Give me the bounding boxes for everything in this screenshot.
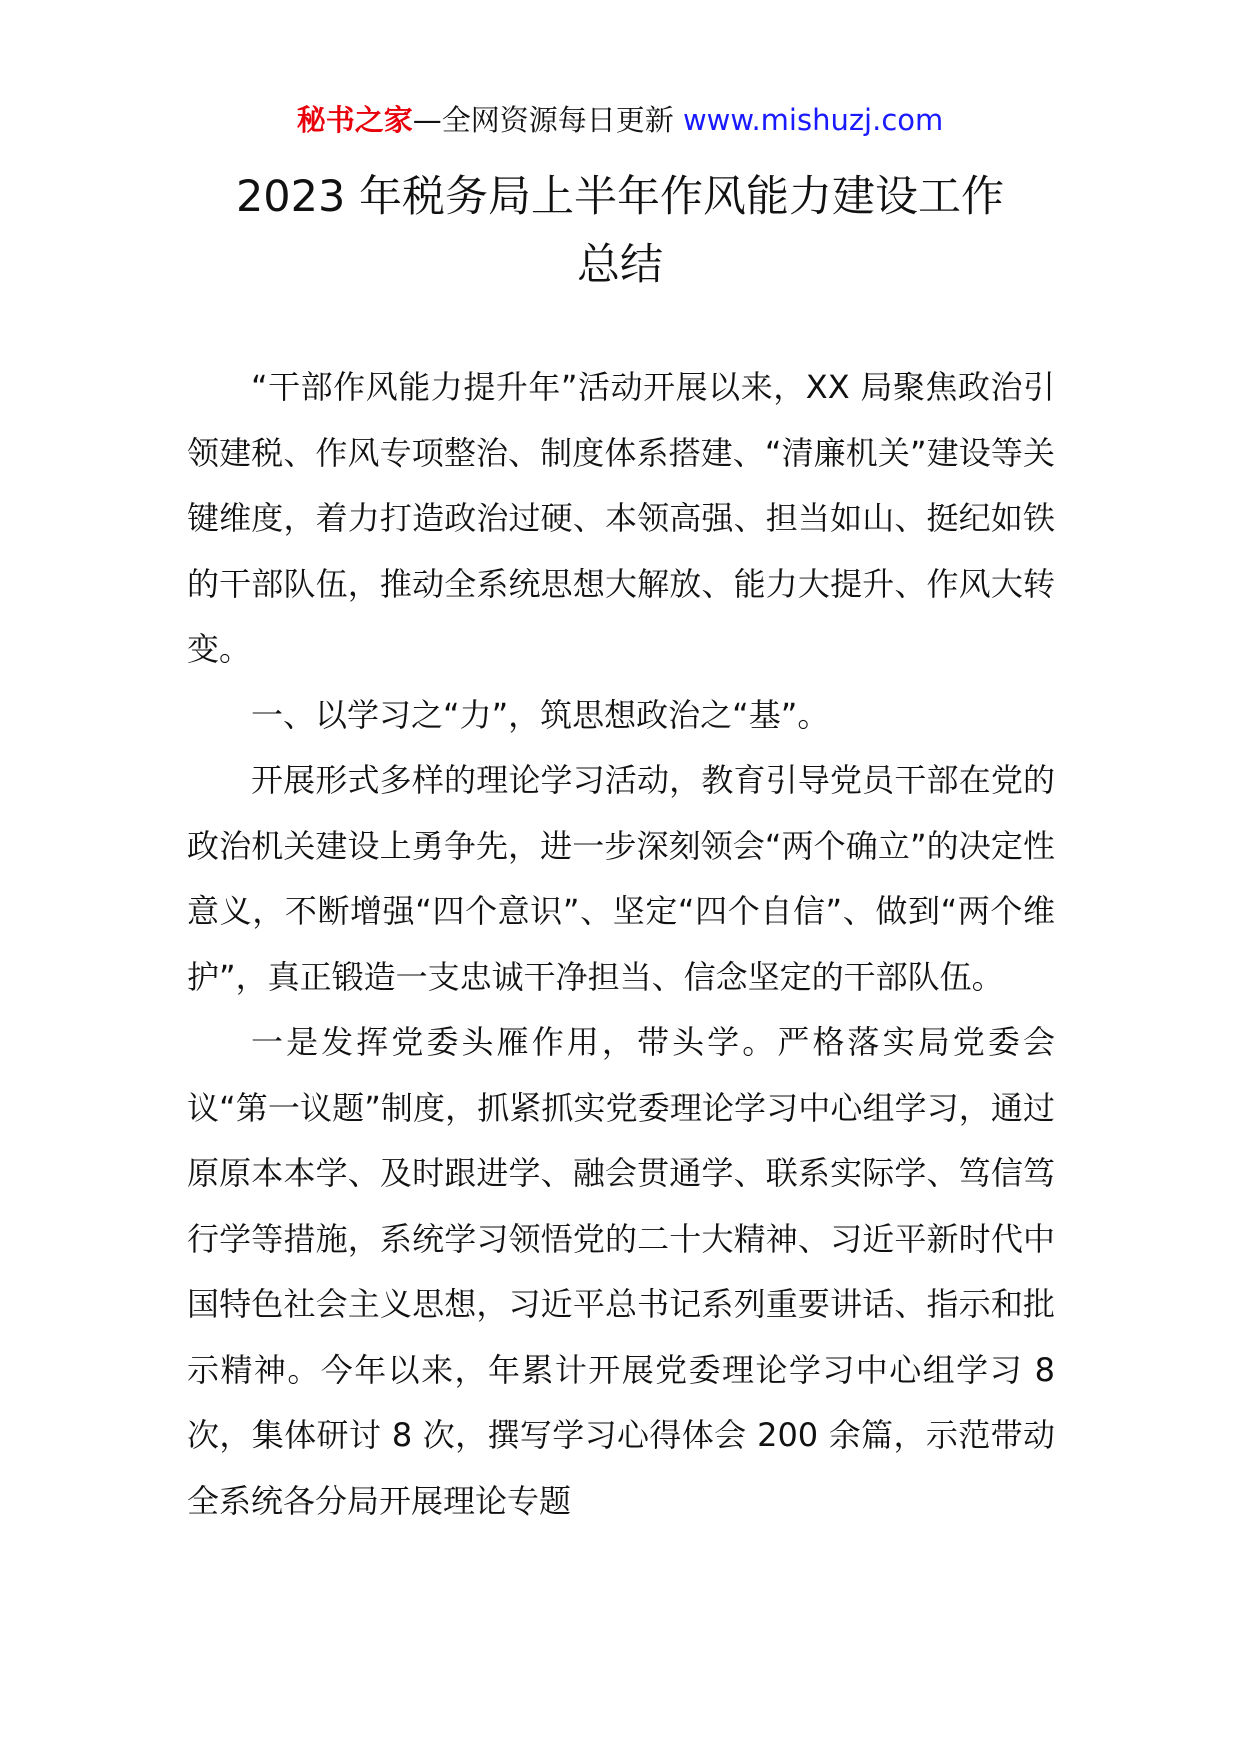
paragraph-section-1: 开展形式多样的理论学习活动，教育引导党员干部在党的政治机关建设上勇争先，进一步深刻领会“两个确立”的决定性意义，不断增强“四个意识”、坚定“四个自信”、做到“两个维护”，真正锻造一支忠诚干净担当、信念坚定的干部队伍。 <box>187 761 1055 996</box>
site-url-link[interactable]: www.mishuzj.com <box>682 103 944 137</box>
section-heading-1: 一、以学习之“力”，筑思想政治之“基”。 <box>251 695 830 734</box>
title-line-1: 2023 年税务局上半年作风能力建设工作 <box>235 172 1005 222</box>
paragraph-intro: “干部作风能力提升年”活动开展以来，XX 局聚焦政治引领建税、作风专项整治、制度体系搭建、“清廉机关”建设等关键维度，着力打造政治过硬、本领高强、担当如山、挺纪如铁的干部队伍，推动全系统思想大解放、能力大提升、作风大转变。 <box>187 368 1055 668</box>
document-title <box>0 163 1240 299</box>
header-tagline: —全网资源每日更新 <box>412 103 674 137</box>
document-body <box>187 355 1055 1534</box>
paragraph-point-1: 一是发挥党委头雁作用，带头学。严格落实局党委会议“第一议题”制度，抓紧抓实党委理论学习中心组学习，通过原原本本学、及时跟进学、融会贯通学、联系实际学、笃信笃行学等措施，系统学习领悟党的二十大精神、习近平新时代中国特色社会主义思想，习近平总书记系列重要讲话、指示和批示精神。今年以来，年累计开展党委理论学习中心组学习 8 次，集体研讨 8 次，撰写学习心得体会 200 余篇，示范带动全系统各分局开展理论专题 <box>187 1023 1055 1520</box>
site-header-banner <box>0 100 1240 140</box>
brand-name: 秘书之家 <box>296 103 413 137</box>
title-line-2: 总结 <box>577 240 663 290</box>
